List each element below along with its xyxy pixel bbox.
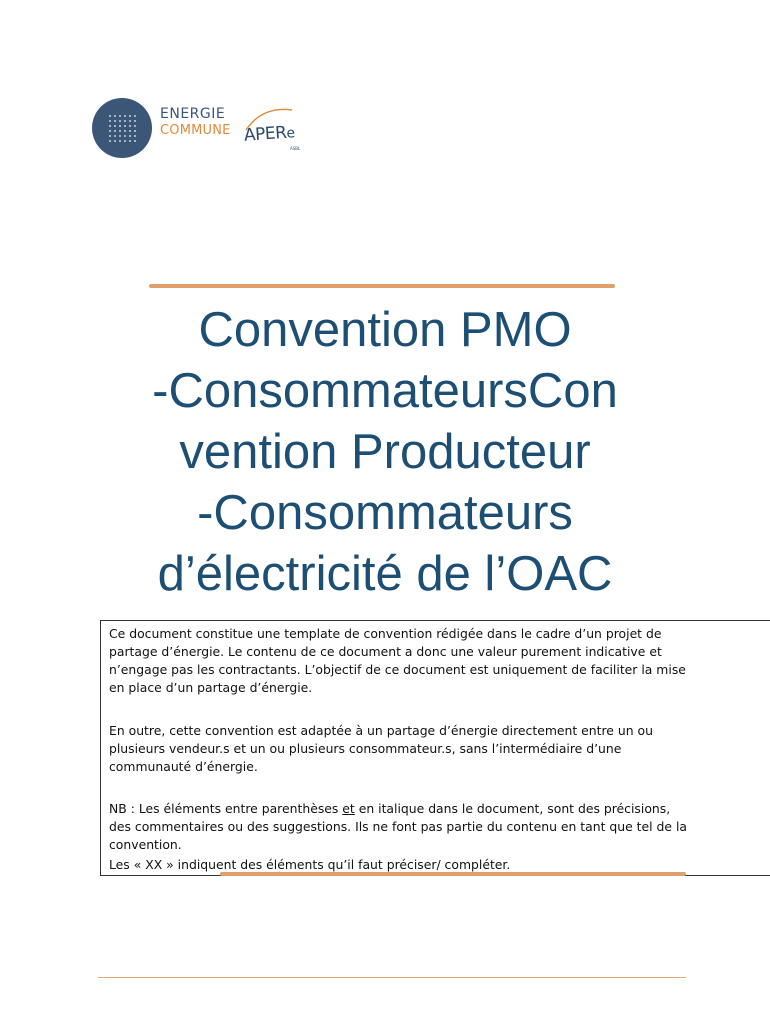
- footer-rule: [98, 977, 686, 978]
- text-line: des commentaires ou des suggestions. Ils ne font pas partie du contenu en tant que tel de la: [109, 819, 687, 834]
- text-line: en place d’un partage d’énergie.: [109, 680, 313, 695]
- title-line: d’électricité de l’OAC: [157, 547, 613, 601]
- text-line: NB : Les éléments entre parenthèses et en italique dans le document, sont des précisions,: [109, 801, 671, 816]
- title-line: Convention PMO: [198, 303, 572, 357]
- disclaimer-paragraph-scope: [101, 722, 653, 776]
- document-title: [95, 300, 675, 605]
- text-line: partage d’énergie. Le contenu de ce document a donc une valeur purement indicative et: [109, 644, 662, 659]
- text-line: communauté d’énergie.: [109, 759, 258, 774]
- logo-text-apere: APERe: [243, 122, 296, 146]
- text-line: plusieurs vendeur.s et un ou plusieurs consommateur.s, sans l’intermédiaire d’une: [109, 741, 622, 756]
- logo-text-energie: ENERGIE: [160, 106, 226, 122]
- title-line: vention Producteur: [179, 425, 591, 479]
- disclaimer-box: [100, 620, 770, 876]
- logo-tagline: ASBL: [290, 146, 301, 151]
- disclaimer-paragraph-nb: [101, 800, 687, 854]
- title-line: -ConsommateursCon: [152, 364, 618, 418]
- underlined-word: et: [342, 801, 355, 816]
- logo-dot-grid-icon: [92, 98, 152, 158]
- text-line: En outre, cette convention est adaptée à un partage d’énergie directement entre un ou: [109, 723, 653, 738]
- disclaimer-paragraph-template: [101, 625, 686, 697]
- energie-commune-apere-logo: [92, 98, 332, 160]
- title-line: -Consommateurs: [197, 486, 573, 540]
- text-line: Les « XX » indiquent des éléments qu’il faut préciser/ compléter.: [109, 857, 511, 872]
- text-line: n’engage pas les contractants. L’objectif de ce document est uniquement de faciliter la mise: [109, 662, 686, 677]
- text-line: Ce document constitue une template de convention rédigée dans le cadre d’un projet de: [109, 626, 662, 641]
- accent-rule: [220, 872, 686, 876]
- title-top-rule: [149, 284, 615, 288]
- text-line: convention.: [109, 837, 182, 852]
- logo-text-commune: COMMUNE: [160, 123, 231, 138]
